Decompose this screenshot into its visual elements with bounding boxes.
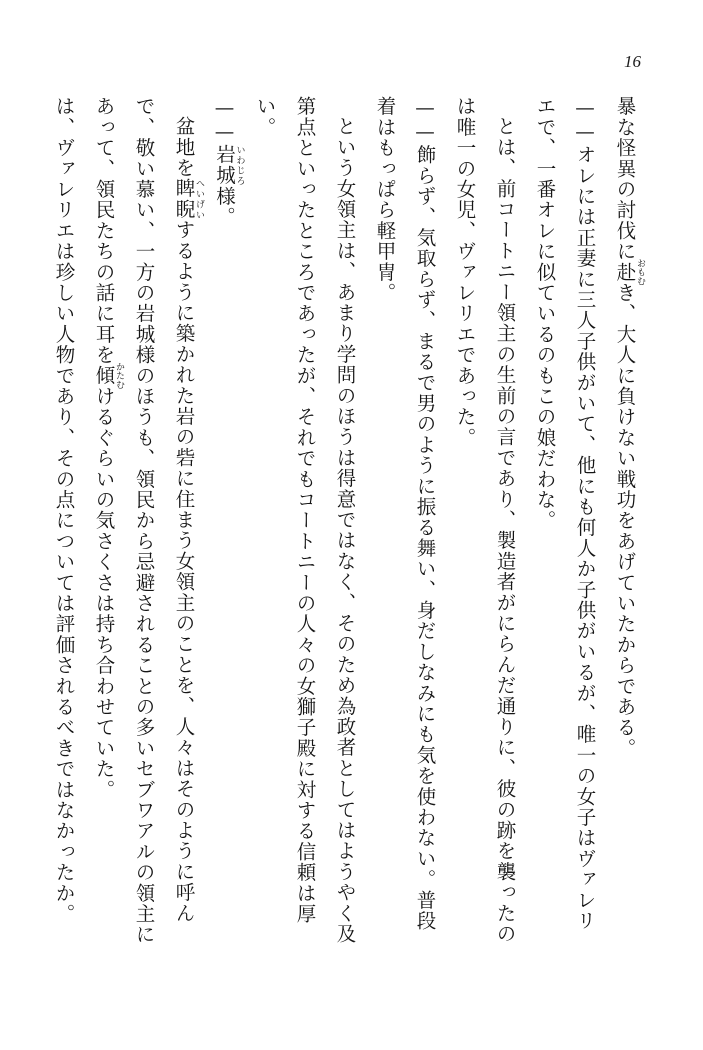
body-text bbox=[52, 96, 645, 948]
ruby-annotation: 赴おもむ bbox=[613, 258, 645, 286]
paragraph: ——岩城いわじろ様。 bbox=[213, 96, 245, 228]
paragraph: ——オレには正妻に三人子供がいて、他にも何人か子供がいるが、唯一の女子はヴァレリエで、一番オレに似ているのもこの娘だわな。 bbox=[533, 96, 597, 931]
ruby-annotation: 岩城いわじろ bbox=[213, 144, 245, 186]
paragraph: は、ヴァレリエは珍しい人物であり、その点については評価されるべきではなかったか。 bbox=[52, 96, 76, 924]
paragraph: ——飾らず、気取らず、まるで男のように振る舞い、身だしなみにも気を使わない。普段着はもっぱら軽甲冑。 bbox=[373, 96, 437, 931]
page-number: 16 bbox=[624, 52, 641, 71]
paragraph: とは、前コートニー領主の生前の言であり、製造者がにらんだ通りに、彼の跡を襲ったのは唯一の女児、ヴァレリエであった。 bbox=[453, 96, 517, 944]
ruby-annotation: 傾かたむ bbox=[92, 361, 124, 389]
paragraph: 盆地を睥睨へいげいするように築かれた岩の砦に住まう女領主のことを、人々はそのように呼んで、敬い慕い、一方の岩城様のほうも、領民から忌避されることの多いセブワアルの領主にあって、領民たちの話に耳を傾かたむけるぐらいの気さくさは持ち合わせていた。 bbox=[92, 96, 204, 945]
paragraph: という女領主は、あまり学問のほうは得意ではなく、そのため為政者としてはようやく及第点といったところであったが、それでもコートニーの人々の女獅子殿に対する信頼は厚い。 bbox=[253, 96, 357, 944]
ruby-annotation: 睥睨へいげい bbox=[172, 178, 204, 220]
paragraph: 暴な怪異の討伐に赴おもむき、大人に負けない戦功をあげていたからである。 bbox=[613, 96, 645, 759]
